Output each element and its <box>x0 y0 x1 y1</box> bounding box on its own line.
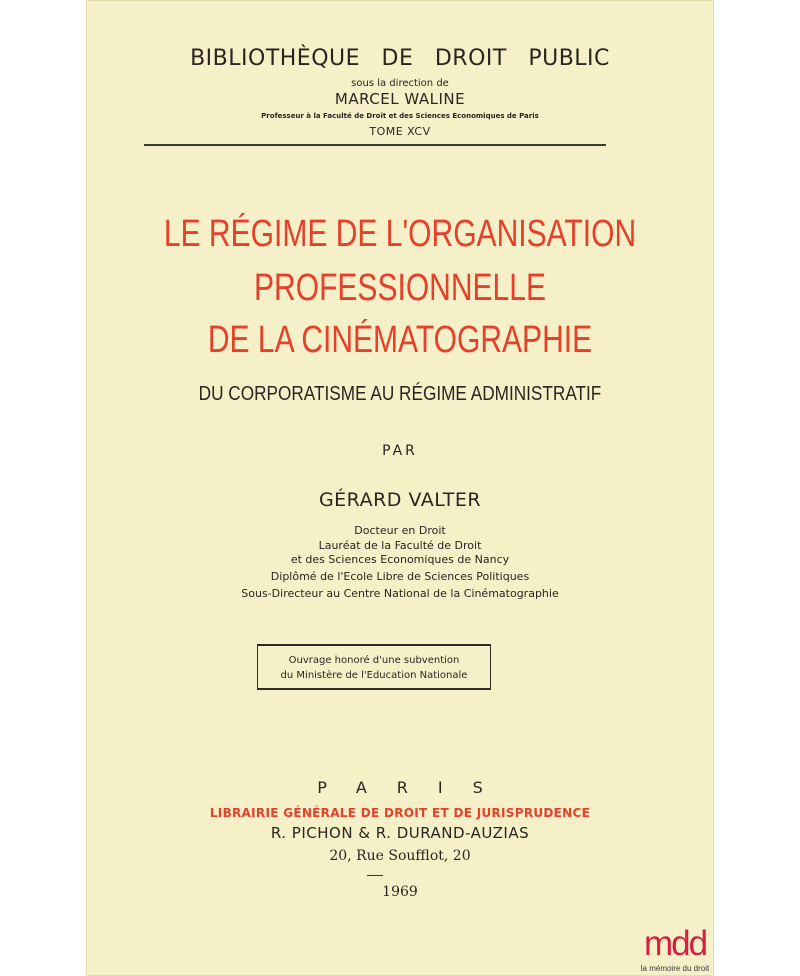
publisher-name: LIBRAIRIE GÉNÉRALE DE DROIT ET DE JURISPRUDENCE <box>209 806 591 820</box>
director-title: Professeur à la Faculté de Droit et des Sciences Economiques de Paris <box>261 112 539 120</box>
publication-year: 1969 <box>382 884 418 900</box>
subsidy-notice-box <box>257 644 491 690</box>
author-credential: Sous-Directeur au Centre National de la Cinématographie <box>241 587 559 600</box>
by-label: PAR <box>382 443 418 459</box>
author-credential: Diplômé de l'Ecole Libre de Sciences Politiques <box>270 570 530 583</box>
direction-line: sous la direction de <box>351 78 449 89</box>
header-rule <box>144 144 606 146</box>
book-subtitle: DU CORPORATISME AU RÉGIME ADMINISTRATIF <box>198 383 602 405</box>
subsidy-line: du Ministère de l'Education Nationale <box>280 670 468 681</box>
author-credential: Docteur en Droit <box>354 524 446 537</box>
author-credential: et des Sciences Economiques de Nancy <box>290 553 510 566</box>
tome-number: TOME XCV <box>369 125 431 138</box>
publisher-owners: R. PICHON & R. DURAND-AUZIAS <box>270 824 530 842</box>
director-name: MARCEL WALINE <box>334 90 466 108</box>
publisher-city: PARIS <box>317 778 513 797</box>
author-name: GÉRARD VALTER <box>318 489 482 511</box>
title-page <box>86 0 714 976</box>
subsidy-line: Ouvrage honoré d'une subvention <box>288 655 460 666</box>
author-credential: Lauréat de la Faculté de Droit <box>318 539 482 552</box>
logo-wordmark: mdd <box>643 924 707 963</box>
mdd-logo <box>634 926 716 976</box>
series-title: BIBLIOTHÈQUE DE DROIT PUBLIC <box>190 46 610 71</box>
book-title-line-1: LE RÉGIME DE L'ORGANISATION <box>163 213 637 255</box>
publisher-address: 20, Rue Soufflot, 20 <box>329 848 471 864</box>
book-title-line-3: DE LA CINÉMATOGRAPHIE <box>207 319 593 361</box>
book-title-line-2: PROFESSIONNELLE <box>254 267 546 309</box>
logo-tagline: la mémoire du droit <box>640 964 710 973</box>
year-divider <box>367 875 383 876</box>
